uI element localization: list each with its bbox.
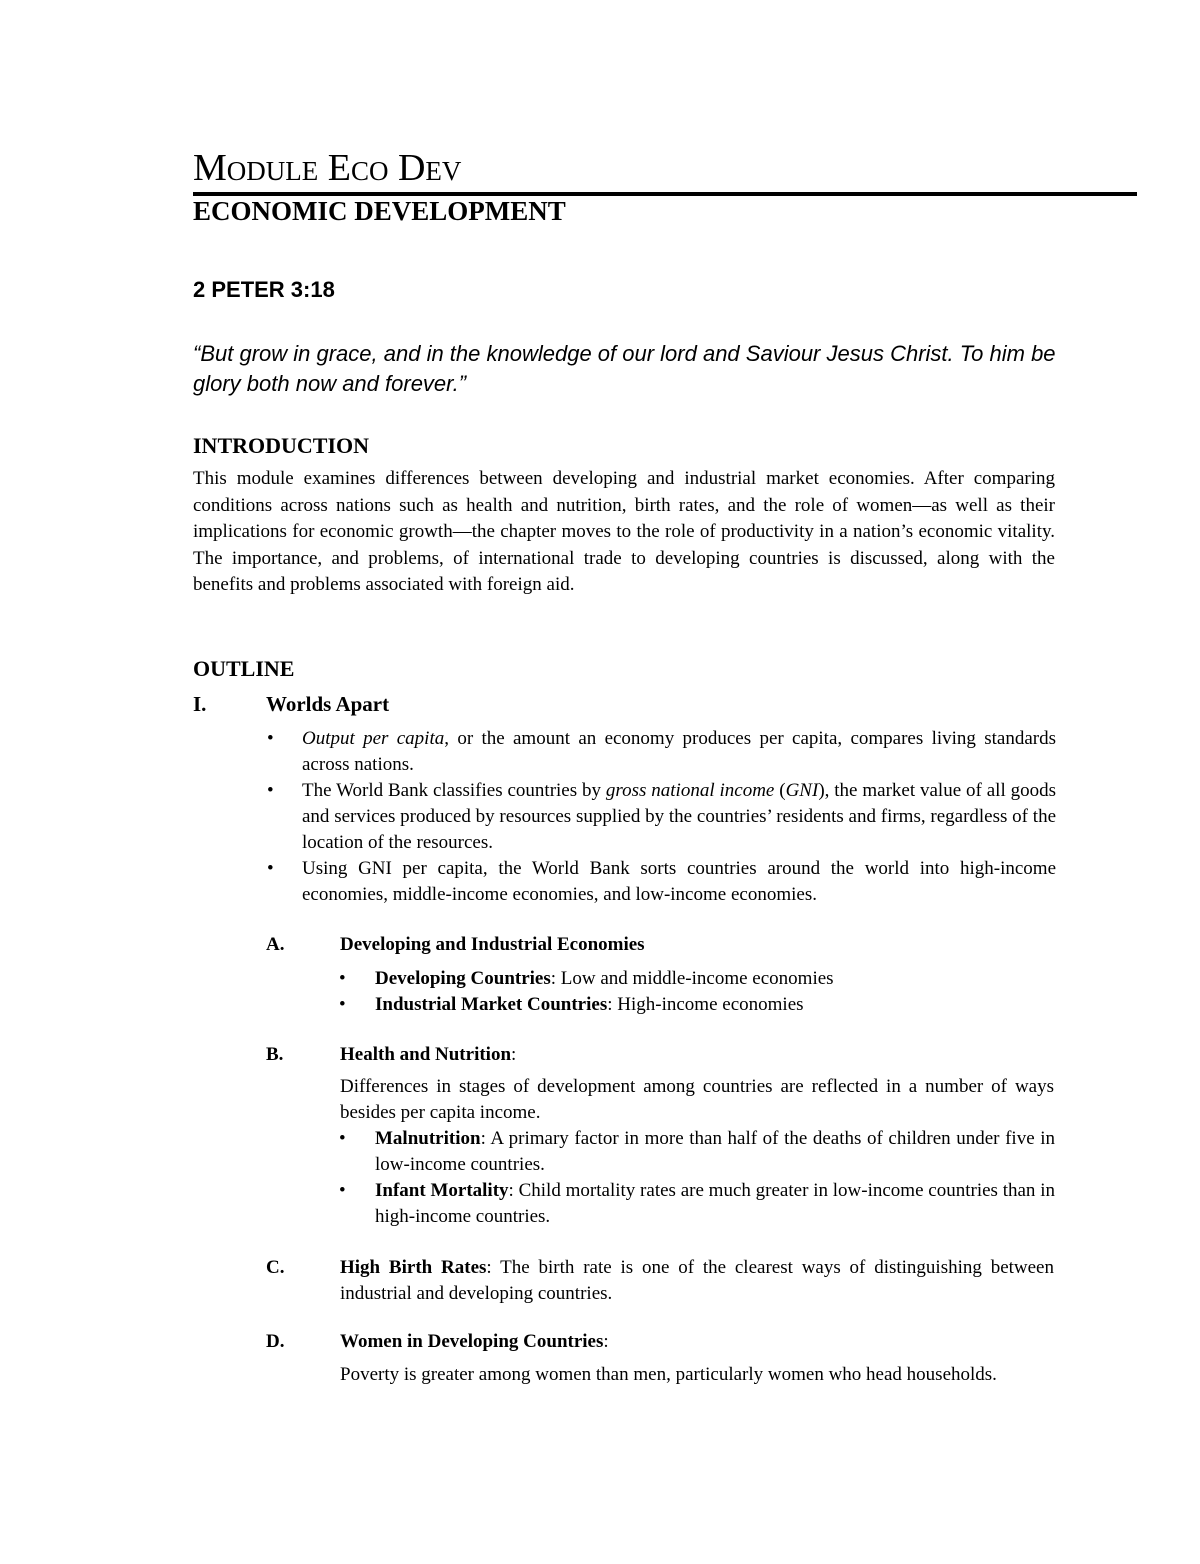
list-item-text: Malnutrition: A primary factor in more than half of the deaths of children under five in low-income countries. bbox=[375, 1128, 1055, 1175]
list-item-text: Using GNI per capita, the World Bank sorts countries around the world into high-income economies, middle-income economies, and low-income economies. bbox=[302, 858, 1056, 905]
list-item-text: Infant Mortality: Child mortality rates are much greater in low-income countries than in high-income countries. bbox=[375, 1180, 1055, 1227]
bullet-icon: • bbox=[339, 1128, 346, 1149]
list-item-text: The World Bank classifies countries by gross national income (GNI), the market value of all goods and services produced by resources supplied by the countries’ residents and firms, regardless of the location of the resources. bbox=[302, 780, 1057, 853]
verse-text: “But grow in grace, and in the knowledge of our lord and Saviour Jesus Christ. To him be glory both now and forever.” bbox=[193, 341, 1056, 396]
list-item bbox=[267, 726, 1056, 778]
subsection-bullet-list bbox=[339, 966, 1055, 1018]
list-item-text: Output per capita, or the amount an economy produces per capita, compares living standards across nations. bbox=[302, 728, 1056, 775]
list-item-text: Industrial Market Countries: High-income economies bbox=[375, 994, 804, 1015]
section-bullet-list bbox=[267, 726, 1057, 908]
subsection-letter: A. bbox=[266, 934, 285, 955]
subsection-title: Developing and Industrial Economies bbox=[340, 934, 645, 955]
subsection-title: Women in Developing Countries: bbox=[340, 1331, 609, 1352]
document-subtitle: ECONOMIC DEVELOPMENT bbox=[193, 196, 566, 226]
subsection-body: Poverty is greater among women than men, particularly women who head households. bbox=[340, 1364, 997, 1385]
subsection-letter: D. bbox=[266, 1331, 285, 1352]
list-item-text: Developing Countries: Low and middle-income economies bbox=[375, 968, 834, 989]
outline-heading: OUTLINE bbox=[193, 656, 295, 681]
introduction-body: This module examines differences between developing and industrial market economies. After comparing conditions across nations such as health and nutrition, birth rates, and the role of women—as well as their implications for economic growth—the chapter moves to the role of productivity in a nation’s economic vitality. The importance, and problems, of international trade to developing countries is discussed, along with the benefits and problems associated with foreign aid. bbox=[193, 468, 1055, 595]
subsection-body: High Birth Rates: The birth rate is one of the clearest ways of distinguishing between industrial and developing countries. bbox=[340, 1257, 1054, 1304]
list-item bbox=[339, 966, 1055, 992]
list-item bbox=[339, 1126, 1055, 1178]
bullet-icon: • bbox=[267, 728, 274, 749]
list-item bbox=[339, 1178, 1055, 1230]
bullet-icon: • bbox=[339, 968, 346, 989]
introduction-heading: INTRODUCTION bbox=[193, 433, 370, 458]
verse-reference: 2 PETER 3:18 bbox=[193, 277, 335, 302]
list-item bbox=[267, 856, 1056, 908]
bullet-icon: • bbox=[267, 780, 274, 801]
bullet-icon: • bbox=[267, 858, 274, 879]
subsection-letter: C. bbox=[266, 1257, 285, 1278]
list-item bbox=[267, 778, 1057, 856]
subsection-body: Differences in stages of development among countries are reflected in a number of ways besides per capita income. bbox=[340, 1076, 1054, 1123]
section-number: I. bbox=[193, 692, 207, 716]
list-item bbox=[339, 992, 1055, 1018]
bullet-icon: • bbox=[339, 1180, 346, 1201]
subsection-title: Health and Nutrition: bbox=[340, 1044, 517, 1065]
subsection-letter: B. bbox=[266, 1044, 284, 1065]
subsection-bullet-list bbox=[339, 1126, 1055, 1230]
bullet-icon: • bbox=[339, 994, 346, 1015]
module-title: Module Eco Dev bbox=[193, 147, 462, 189]
section-title: Worlds Apart bbox=[266, 692, 390, 716]
